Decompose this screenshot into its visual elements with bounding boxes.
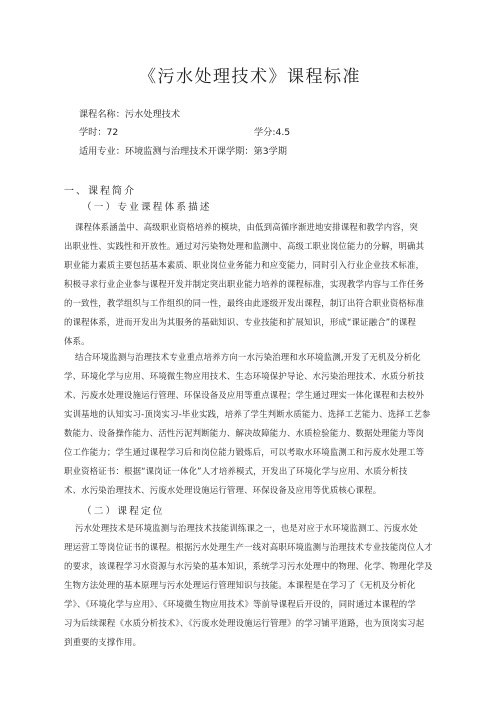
- text-line: 出职业性、实践性和开放性。通过对污染物处理和监测中、高级工职业岗位能力的分解，明确其: [64, 241, 425, 251]
- text-line: 课程体系涵盖中、高级职业资格培养的模块，由低到高循序渐进地安排课程和教学内容，突: [75, 222, 418, 232]
- text-line: 积极寻求行业企业参与课程开发并制定突出职业能力培养的课程标准，实现教学内容与工作任务: [64, 279, 425, 289]
- text-line: 术、水污染治理技术、污废水处理设施运行管理、环保设备及应用等优质核心课程。: [64, 485, 382, 495]
- text-line: 习为后续课程《水质分析技术》、《污废水处理设施运行管理》的学习铺平道路，也为顶岗实习起: [64, 618, 425, 628]
- text-line: 污水处理技术是环境监测与治理技术技能训练课之一，也是对应于水环境监测工、污废水处: [75, 523, 418, 533]
- course-hours: 学时：72: [79, 127, 119, 138]
- document-title: 《污水处理技术》课程标准: [139, 67, 361, 87]
- course-name: 课程名称：污水处理技术: [79, 109, 181, 120]
- text-line: 体系。: [64, 336, 90, 346]
- hours-credits-row: [79, 124, 291, 138]
- text-line: 职业能力素质主要包括基本素质、职业岗位业务能力和应变能力，同时引入行业企业技术标准，: [64, 260, 425, 270]
- course-credits: 学分:4.5: [254, 127, 291, 138]
- text-line: 的要求，该课程学习水资源与水污染的基本知识，系统学习污水处理中的物理、化学、物理化学及: [64, 561, 433, 571]
- text-line: 位工作能力；学生通过课程学习后和岗位能力锻炼后，可以考取水环境监测工和污废水处理工等: [64, 447, 425, 457]
- text-line: 理运营工等岗位证书的课程。根据污水处理生产一线对高职环境监测与治理技术专业技能岗位人才: [64, 542, 433, 552]
- subsection-heading-curriculum: （一）专业课程体系描述: [82, 202, 212, 213]
- major-and-term: 适用专业：环境监测与治理技术开课学期：第3学期: [79, 146, 287, 157]
- text-line: 学》、《环境化学与应用》、《环境微生物应用技术》等前导课程后开设的，同时通过本课程的学: [64, 599, 416, 609]
- text-line: 数能力、设备操作能力、活性污泥判断能力、解决故障能力、水质检验能力、数据处理能力等岗: [64, 428, 425, 438]
- section-heading-intro: 一、课程简介: [64, 186, 136, 197]
- text-line: 的一致性，教学组织与工作组织的同一性，最终由此逐级开发出课程，制订出符合职业资格标准: [64, 298, 425, 308]
- text-line: 术、污废水处理设施运行管理、环保设备及应用等重点课程；学生通过理实一体化课程和去校外: [64, 390, 425, 400]
- text-line: 结合环境监测与治理技术专业重点培养方向一水污染治理和水环境监测,开发了无机及分析化: [75, 352, 421, 362]
- text-line: 生物方法处理的基本原理与污水处理运行管理知识与技能。本课程是在学习了《无机及分析化: [64, 580, 416, 590]
- text-line: 职业资格证书：根据“课岗证一体化”人才培养模式，开发出了环境化学与应用、水质分析技: [64, 466, 408, 476]
- text-line: 实训基地的认知实习-顶岗实习-毕业实践，培养了学生判断水质能力、选择工艺能力、选择工艺参: [64, 409, 431, 419]
- text-line: 到重要的支撑作用。: [64, 637, 142, 647]
- subsection-heading-positioning: （二）课程定位: [82, 506, 165, 517]
- text-line: 的课程体系，进而开发出为其服务的基础知识、专业技能和扩展知识，形成“课证融合”的课程: [64, 317, 417, 327]
- text-line: 学、环境化学与应用、环境微生物应用技术、生态环境保护导论、水污染治理技术、水质分析技: [64, 371, 425, 381]
